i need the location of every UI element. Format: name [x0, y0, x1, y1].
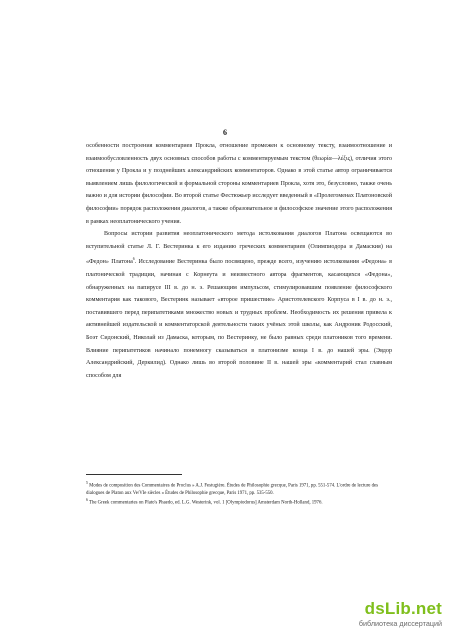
page-number: 6: [223, 128, 227, 137]
logo-tld: .net: [410, 599, 442, 618]
footnote-divider: [86, 474, 182, 475]
footnote-ref-6[interactable]: 6: [132, 257, 135, 262]
footnote-mark: 5: [86, 481, 88, 485]
footnote-text: The Greek commentaries on Plato's Phaedo, ed. L.G. Westerink, vol. 1 [Olympiodorus] Amsterdam North-Holland, 1976.: [87, 501, 323, 506]
logo-main: dsLib: [364, 599, 411, 618]
footnote-text: Modes de composition des Commentaires de Proclus » A.J. Festugière. Études de Philosophie grecque, Paris 1971, pp. 551-574. L'ordre de lecture des dialogues de Platon aux Ve/VIe siècles » Études de Philosophie grecque, Paris 1971, pp. 535-550.: [86, 483, 378, 496]
paragraph-1: особенности построения комментариев Прокла, отношение промежен к основному тексту, взаимоотношение и взаимообусловленность двух основных способов работы с комментируемым текстом (θεωρία—λέξις), отличия этого отношения у Прокла и у позднейших александрийских комментаторов. Однако в этой статье автор ограничивается выявлением лишь филологической и формальной стороны комментариев Прокла, хотя это, безусловно, также очень важно и для истории философии. Во второй статье Фестюжьер исследует введенный в «Пролегоменах Платоновской философии» порядок расположения диалогов, а также образовательное и философское значение этого расположения в рамках неоплатонического учения.: [86, 143, 392, 225]
footnotes: [86, 480, 392, 507]
dslib-logo[interactable]: [365, 600, 442, 618]
paragraph-2: [86, 228, 392, 382]
paragraph-2-text: Вопросы истории развития неоплатонического метода истолкования диалогов Платона освещаются во вступительной статье Л. Г. Вестеринка к его изданию греческих комментариев (Олимпиодора и Дамаския) на «Федон» Платона: [86, 231, 392, 266]
footnote-5: [86, 480, 392, 497]
footnote-6: [86, 497, 392, 507]
paragraph-2-continuation: . Исследование Вестеринка было посвящено, прежде всего, изучению истолкования «Федона» в платонической традиции, начиная с Корнеута и неизвестного автора фрагментов, касающихся «Федона», обнаруженных на папирусе III в. до н. э. Решающим импульсом, стимулировавшим появление философского комментария как такового, Вестеринк называет «второе пришествие» Аристотелевского Корпуса в I в. до н. э., поставившего перед перипатетиками множество новых и трудных проблем. Необходимость их решения привела к активнейшей издательской и комментаторской деятельности таких учёных этой школы, как Андроник Родосский, Боэт Сидонский, Николай из Дамаска, которым, по Вестеринку, не было равных среди платоников того времени. Влияние перипатетиков начинало понемногу сказываться в платонизме конца I в. до нашей эры. (Эвдор Александрийский, Деркилид). Однако лишь во второй половине II в. нашей эры «комментарий стал главным способом для: [86, 259, 392, 379]
dslib-caption: библиотека диссертаций: [358, 619, 442, 628]
dslib-watermark[interactable]: [334, 600, 442, 630]
footnote-mark: 6: [86, 498, 88, 503]
main-text: [86, 140, 392, 382]
